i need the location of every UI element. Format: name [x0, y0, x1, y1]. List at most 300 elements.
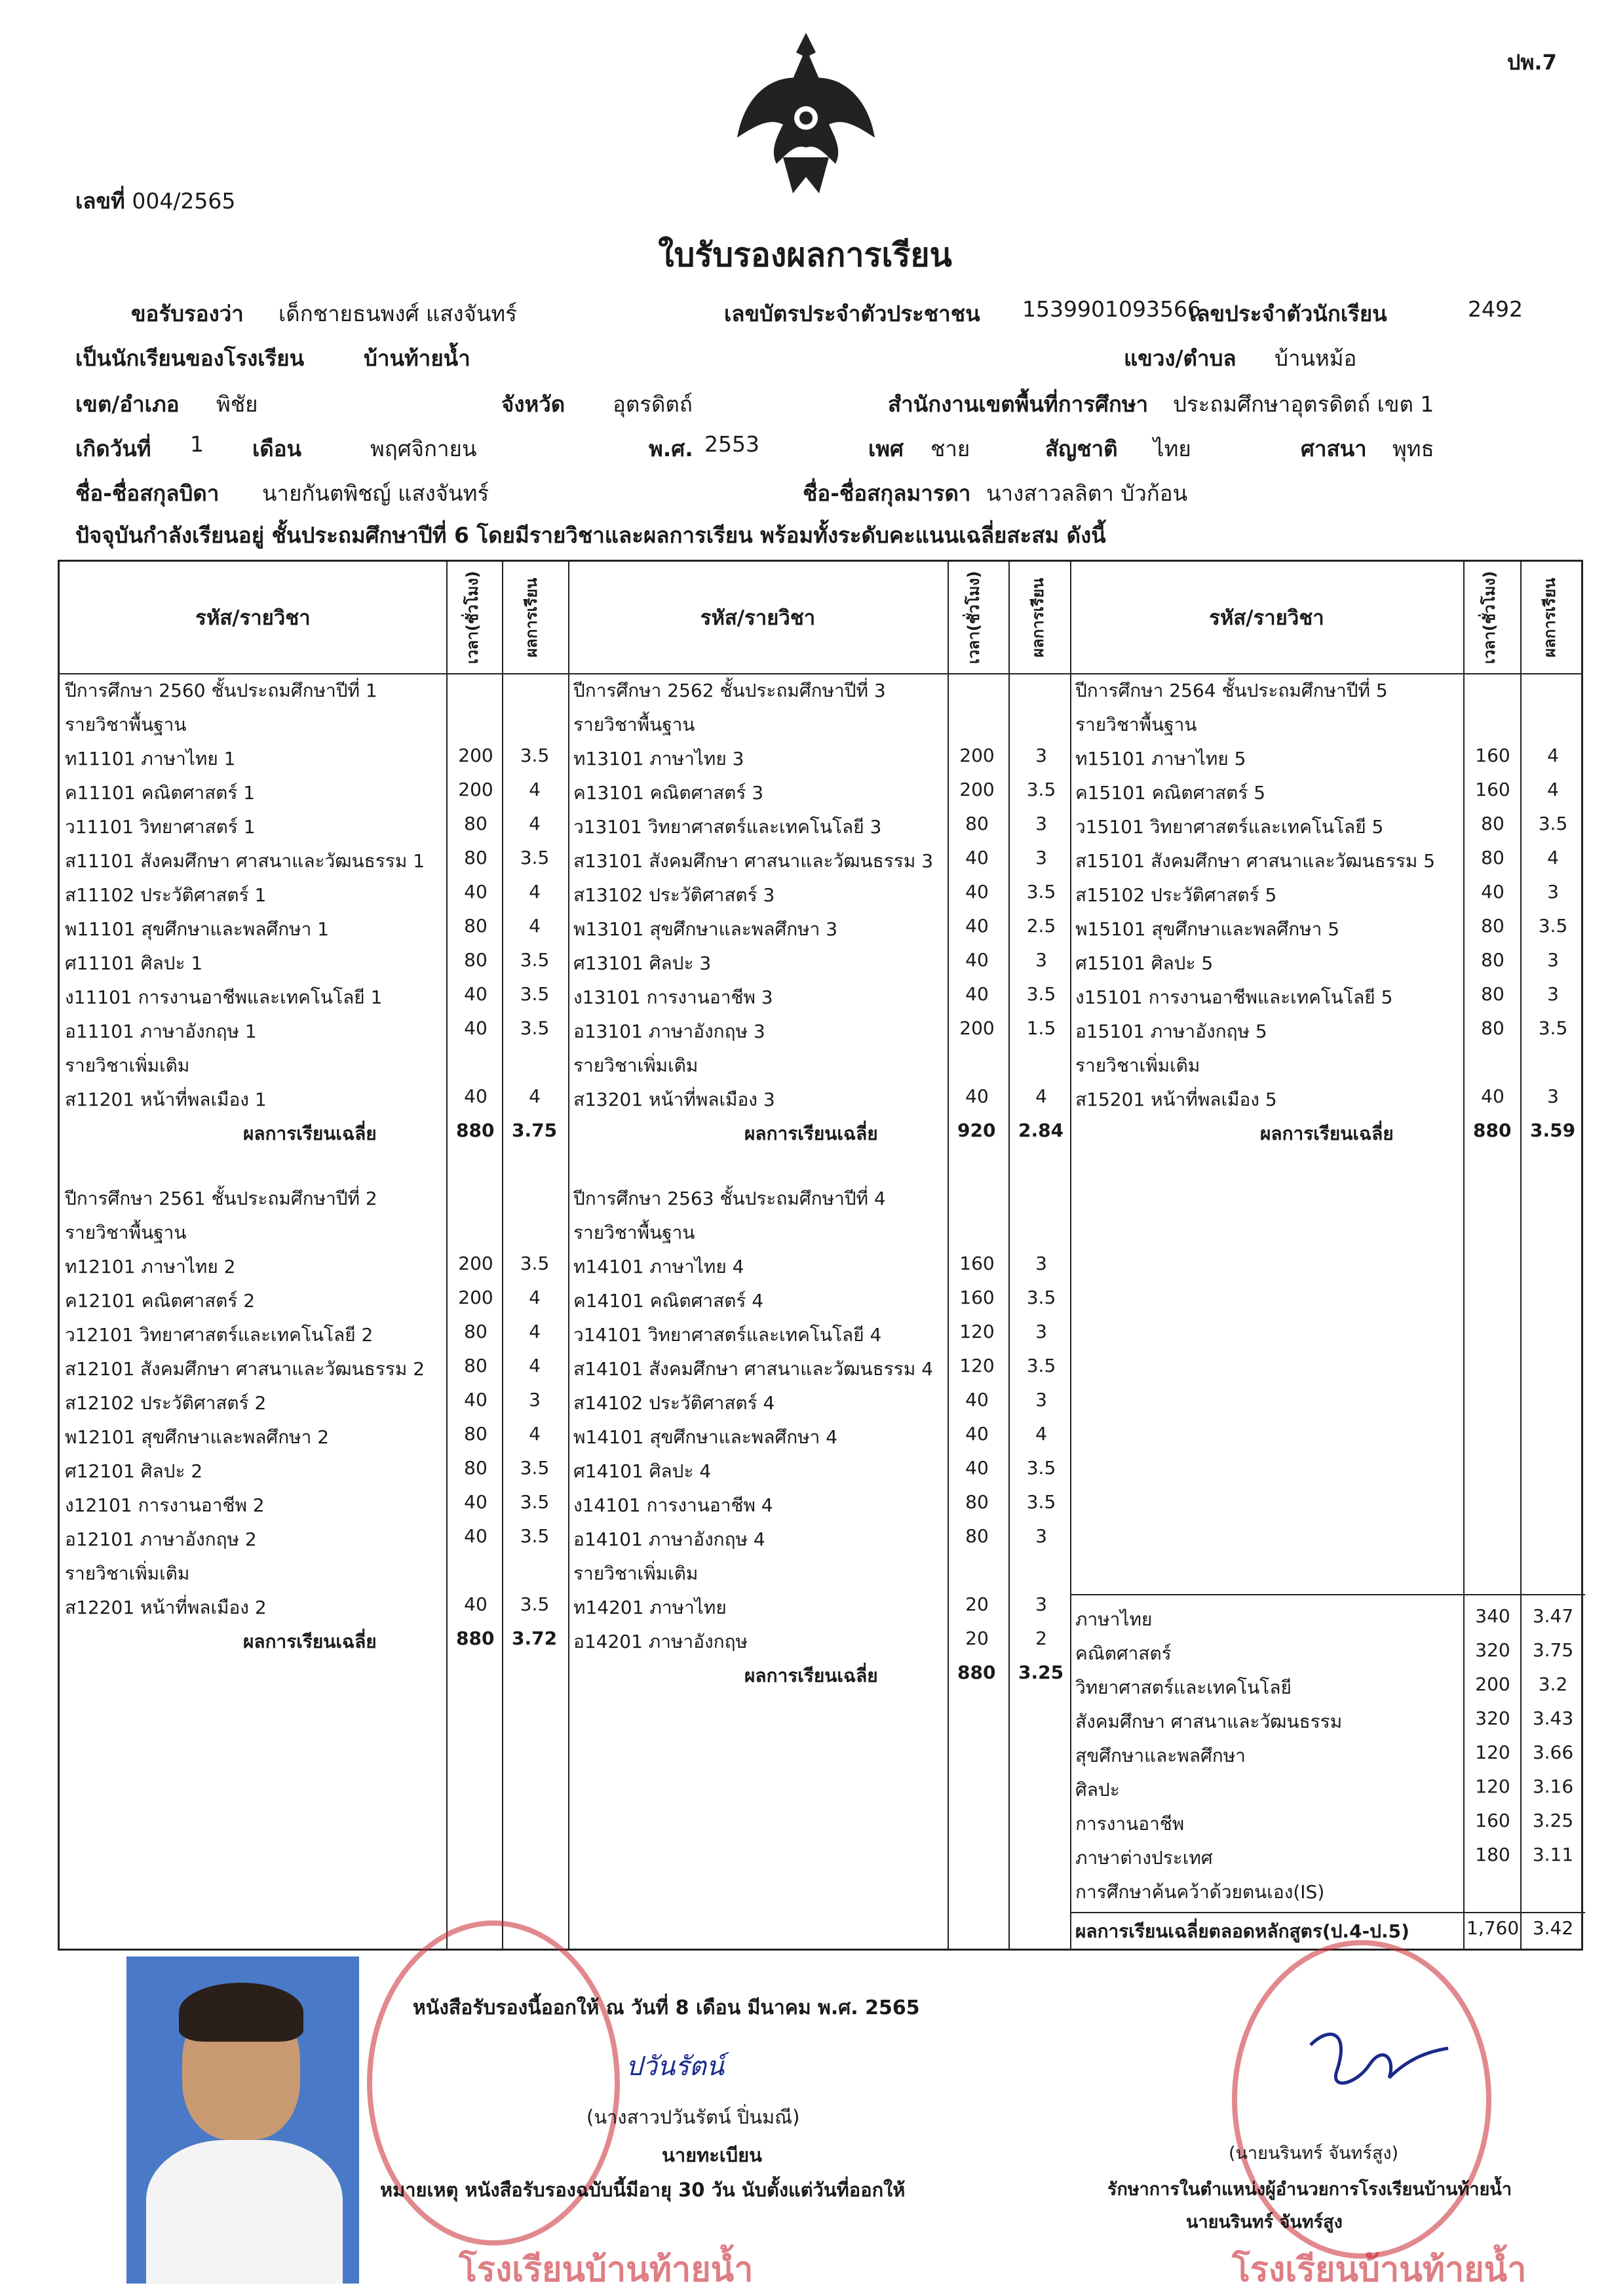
subject-hours: 80 — [1481, 983, 1505, 1005]
director-name-print: นายนรินทร์ จันทร์สูง — [1186, 2212, 1343, 2232]
summary-grade: 3.2 — [1538, 1673, 1568, 1695]
subject-name: ส15201 หน้าที่พลเมือง 5 — [1075, 1089, 1277, 1110]
subject-name: ท13101 ภาษาไทย 3 — [573, 748, 744, 769]
current-status: ปัจจุบันกำลังเรียนอยู่ ชั้นประถมศึกษาปีที่ 6 โดยมีรายวิชาและผลการเรียน พร้อมทั้งระดับคะแนนเฉลี่ยสะสม ดังนี้ — [75, 522, 1106, 548]
section-label — [60, 1559, 568, 1593]
subject-grade: 4 — [1035, 1085, 1047, 1107]
subject-name: ส11102 ประวัติศาสตร์ 1 — [65, 884, 267, 906]
subject-name: อ13101 ภาษาอังกฤษ 3 — [573, 1021, 765, 1042]
subject-grade: 3.5 — [520, 1457, 550, 1479]
subject-hours: 200 — [959, 745, 995, 766]
table-row — [60, 779, 568, 813]
director-name: (นายนรินทร์ จันทร์สูง) — [1229, 2143, 1399, 2164]
subject-name: รายวิชาพื้นฐาน — [573, 1222, 695, 1243]
table-row — [60, 1253, 568, 1287]
subject-hours: 120 — [959, 1321, 995, 1342]
subject-name: พ15101 สุขศึกษาและพลศึกษา 5 — [1075, 918, 1340, 940]
subject-hours: 40 — [1481, 881, 1505, 903]
subject-hours: 40 — [464, 1525, 488, 1547]
subject-name: ปีการศึกษา 2564 ชั้นประถมศึกษาปีที่ 5 — [1075, 680, 1388, 701]
table-row — [60, 1017, 568, 1051]
info-line-4: เกิดวันที่ 1 เดือน พฤศจิกายน พ.ศ. 2553 เพศ ชาย สัญชาติ ไทย ศาสนา พุทธ — [75, 431, 1434, 461]
subject-hours: 200 — [458, 779, 493, 800]
info-line-3: เขต/อำเภอ พิชัย จังหวัด อุตรดิตถ์ สำนักงานเขตพื้นที่การศึกษา ประถมศึกษาอุตรดิตถ์ เขต 1 — [75, 391, 1434, 417]
summary-hours: 340 — [1475, 1605, 1510, 1627]
garuda-emblem — [731, 26, 881, 203]
subject-grade: 3.5 — [1538, 1017, 1568, 1039]
subject-hours: 40 — [464, 1017, 488, 1039]
subject-name: ส12102 ประวัติศาสตร์ 2 — [65, 1392, 267, 1414]
subject-grade: 4 — [529, 881, 541, 903]
subject-name: ค11101 คณิตศาสตร์ 1 — [65, 782, 256, 804]
subject-grade: 3 — [1035, 1389, 1047, 1411]
registrar-name: (นางสาวปวันรัตน์ ปิ่นมณี) — [586, 2106, 800, 2128]
subject-name: ค13101 คณิตศาสตร์ 3 — [573, 782, 764, 804]
issue-date: หนังสือรับรองนี้ออกให้ ณ วันที่ 8 เดือน มีนาคม พ.ศ. 2565 — [413, 1996, 920, 2019]
year-title — [60, 676, 568, 710]
subject-grade: 4 — [529, 1287, 541, 1308]
subject-name: ศ12101 ศิลปะ 2 — [65, 1460, 203, 1482]
subject-name: รายวิชาเพิ่มเติม — [573, 1055, 699, 1076]
table-row — [60, 1593, 568, 1627]
subject-grade: 3 — [529, 1389, 541, 1411]
table-row — [60, 915, 568, 949]
registrar-signature: ปวันรัตน์ — [626, 2052, 724, 2082]
subject-grade: 3.5 — [1026, 1491, 1056, 1513]
average-label: ผลการเรียนเฉลี่ย — [243, 1631, 377, 1652]
overall-label: ผลการเรียนเฉลี่ยตลอดหลักสูตร(ป.4-ป.5) — [1075, 1920, 1409, 1942]
summary-hours: 120 — [1475, 1776, 1510, 1797]
subject-grade: 4 — [529, 1321, 541, 1342]
section-label — [568, 710, 1070, 745]
summary-subject: คณิตศาสตร์ — [1075, 1643, 1172, 1664]
table-row — [60, 1389, 568, 1423]
subject-grade: 3.5 — [520, 949, 550, 971]
subject-grade: 3.5 — [520, 847, 550, 868]
subject-grade: 3.5 — [1026, 1457, 1056, 1479]
director-signature — [1304, 2019, 1455, 2111]
subject-name: ปีการศึกษา 2563 ชั้นประถมศึกษาปีที่ 4 — [573, 1188, 886, 1209]
subject-grade: 3.5 — [520, 1491, 550, 1513]
subject-name: อ14101 ภาษาอังกฤษ 4 — [573, 1528, 765, 1550]
column-header-subject: รหัส/รายวิชา — [195, 606, 311, 630]
subject-name: รายวิชาพื้นฐาน — [1075, 714, 1197, 735]
table-row — [60, 1321, 568, 1355]
summary-subject: สุขศึกษาและพลศึกษา — [1075, 1745, 1246, 1766]
subject-grade: 3.5 — [1026, 779, 1056, 800]
subject-hours: 80 — [464, 1321, 488, 1342]
student-photo — [126, 1956, 359, 2284]
subject-name: ส11101 สังคมศึกษา ศาสนาและวัฒนธรรม 1 — [65, 850, 425, 872]
column-header-hours: เวลา(ชั่วโมง) — [965, 571, 983, 664]
summary-subject: ภาษาไทย — [1075, 1608, 1153, 1630]
subject-hours: 80 — [464, 1423, 488, 1445]
subject-grade: 3 — [1035, 949, 1047, 971]
subject-grade: 3.5 — [520, 1593, 550, 1615]
table-row — [568, 1085, 1070, 1119]
section-label — [568, 1051, 1070, 1085]
table-row — [568, 1253, 1070, 1287]
subject-grade: 4 — [1035, 1423, 1047, 1445]
average-label: ผลการเรียนเฉลี่ย — [744, 1123, 878, 1144]
subject-hours: 40 — [965, 1085, 989, 1107]
subject-hours: 160 — [959, 1287, 995, 1308]
subject-hours: 40 — [965, 1423, 989, 1445]
section-label — [60, 1218, 568, 1253]
average-hours: 880 — [957, 1662, 996, 1683]
table-row — [60, 1287, 568, 1321]
summary-hours: 160 — [1475, 1810, 1510, 1831]
summary-hours: 320 — [1475, 1707, 1510, 1729]
subject-grade: 2.5 — [1026, 915, 1056, 937]
subject-grade: 4 — [529, 1085, 541, 1107]
subject-grade: 3.5 — [520, 1253, 550, 1274]
subject-grade: 3.5 — [1026, 1287, 1056, 1308]
seal-text-right: โรงเรียนบ้านท้ายน้ำ — [1232, 2250, 1527, 2289]
section-label — [60, 1051, 568, 1085]
subject-name: รายวิชาเพิ่มเติม — [65, 1563, 190, 1584]
column-header-hours: เวลา(ชั่วโมง) — [1480, 571, 1499, 664]
table-row — [568, 1017, 1070, 1051]
overall-hours: 1,760 — [1466, 1917, 1520, 1939]
subject-name: พ12101 สุขศึกษาและพลศึกษา 2 — [65, 1426, 330, 1448]
summary-grade: 3.25 — [1532, 1810, 1574, 1831]
subject-hours: 40 — [464, 1491, 488, 1513]
column-header-grade: ผลการเรียน — [1029, 577, 1047, 657]
year-title — [568, 1184, 1070, 1218]
subject-name: ศ13101 ศิลปะ 3 — [573, 952, 712, 974]
subject-name: พ13101 สุขศึกษาและพลศึกษา 3 — [573, 918, 838, 940]
subject-name: รายวิชาเพิ่มเติม — [573, 1563, 699, 1584]
summary-row — [1070, 1776, 1585, 1810]
subject-hours: 20 — [965, 1627, 989, 1649]
subject-hours: 80 — [965, 1491, 989, 1513]
average-hours: 880 — [456, 1119, 495, 1141]
subject-grade: 3.5 — [1026, 983, 1056, 1005]
table-row — [568, 915, 1070, 949]
subject-grade: 3 — [1035, 813, 1047, 834]
average-grade: 2.84 — [1018, 1119, 1064, 1141]
subject-name: ส11201 หน้าที่พลเมือง 1 — [65, 1089, 267, 1110]
subject-name: ศ15101 ศิลปะ 5 — [1075, 952, 1214, 974]
summary-subject: สังคมศึกษา ศาสนาและวัฒนธรรม — [1075, 1711, 1343, 1732]
info-line-1: ขอรับรองว่า เด็กชายธนพงศ์ แสงจันทร์ เลขบัตรประจำตัวประชาชน 1539901093566 เลขประจำตัวนักเรียน 2492 — [131, 296, 1523, 326]
subject-name: ว12101 วิทยาศาสตร์และเทคโนโลยี 2 — [65, 1324, 374, 1346]
subject-grade: 4 — [1547, 847, 1559, 868]
average-hours: 920 — [957, 1119, 996, 1141]
section-label — [568, 1559, 1070, 1593]
subject-hours: 80 — [1481, 949, 1505, 971]
director-title: รักษาการในตำแหน่งผู้อำนวยการโรงเรียนบ้านท้ายน้ำ — [1107, 2179, 1512, 2200]
table-row — [568, 1627, 1070, 1662]
subject-hours: 80 — [464, 949, 488, 971]
subject-hours: 160 — [1475, 745, 1510, 766]
summary-hours: 120 — [1475, 1741, 1510, 1763]
subject-grade: 3.5 — [1538, 813, 1568, 834]
table-row — [60, 745, 568, 779]
subject-hours: 80 — [1481, 915, 1505, 937]
validity-note: หมายเหตุ หนังสือรับรองฉบับนี้มีอายุ 30 วัน นับตั้งแต่วันที่ออกให้ — [380, 2179, 906, 2201]
average-hours: 880 — [456, 1627, 495, 1649]
subject-name: ส13201 หน้าที่พลเมือง 3 — [573, 1089, 775, 1110]
subject-name: ง14101 การงานอาชีพ 4 — [573, 1494, 773, 1516]
subject-name: ง15101 การงานอาชีพและเทคโนโลยี 5 — [1075, 986, 1393, 1008]
subject-hours: 40 — [464, 1593, 488, 1615]
table-row — [568, 1355, 1070, 1389]
subject-hours: 40 — [965, 1389, 989, 1411]
table-row — [568, 1389, 1070, 1423]
summary-grade: 3.11 — [1532, 1844, 1574, 1865]
table-row — [568, 983, 1070, 1017]
table-row — [568, 1593, 1070, 1627]
subject-hours: 160 — [1475, 779, 1510, 800]
summary-subject: การงานอาชีพ — [1075, 1813, 1185, 1835]
subject-name: พ11101 สุขศึกษาและพลศึกษา 1 — [65, 918, 330, 940]
subject-hours: 200 — [458, 1287, 493, 1308]
section-label — [60, 710, 568, 745]
subject-hours: 80 — [1481, 813, 1505, 834]
summary-row — [1070, 1605, 1585, 1639]
subject-hours: 40 — [464, 983, 488, 1005]
subject-name: ค15101 คณิตศาสตร์ 5 — [1075, 782, 1266, 804]
subject-hours: 80 — [464, 915, 488, 937]
summary-row — [1070, 1810, 1585, 1844]
summary-hours: 200 — [1475, 1673, 1510, 1695]
subject-grade: 3.5 — [520, 983, 550, 1005]
average-grade: 3.72 — [512, 1627, 558, 1649]
subject-hours: 200 — [959, 779, 995, 800]
subject-hours: 40 — [965, 881, 989, 903]
subject-name: ง11101 การงานอาชีพและเทคโนโลยี 1 — [65, 986, 383, 1008]
subject-name: ค14101 คณิตศาสตร์ 4 — [573, 1290, 764, 1312]
table-row — [60, 1355, 568, 1389]
subject-hours: 40 — [1481, 1085, 1505, 1107]
subject-hours: 80 — [1481, 847, 1505, 868]
table-row — [568, 745, 1070, 779]
subject-name: ง13101 การงานอาชีพ 3 — [573, 986, 773, 1008]
registrar-title: นายทะเบียน — [662, 2144, 762, 2166]
transcript-table — [58, 560, 1583, 1951]
subject-hours: 40 — [965, 983, 989, 1005]
table-row — [568, 1321, 1070, 1355]
subject-grade: 4 — [529, 1355, 541, 1376]
info-line-5: ชื่อ-ชื่อสกุลบิดา นายกันตพิชญ์ แสงจันทร์ ชื่อ-ชื่อสกุลมารดา นางสาวลลิตา บัวก้อน — [75, 480, 1188, 506]
summary-row — [1070, 1707, 1585, 1741]
overall-gpa: 3.42 — [1532, 1917, 1574, 1939]
subject-grade: 3 — [1035, 1593, 1047, 1615]
column-header-grade: ผลการเรียน — [522, 577, 541, 657]
table-row — [568, 813, 1070, 847]
subject-grade: 4 — [529, 915, 541, 937]
table-row — [568, 1457, 1070, 1491]
subject-name: ท15101 ภาษาไทย 5 — [1075, 748, 1246, 769]
subject-hours: 80 — [464, 847, 488, 868]
subject-grade: 4 — [1547, 779, 1559, 800]
summary-hours: 320 — [1475, 1639, 1510, 1661]
subject-hours: 200 — [959, 1017, 995, 1039]
table-row — [60, 1085, 568, 1119]
seal-text-left: โรงเรียนบ้านท้ายน้ำ — [459, 2250, 754, 2289]
table-row — [568, 949, 1070, 983]
summary-hours: 180 — [1475, 1844, 1510, 1865]
column-header-subject: รหัส/รายวิชา — [1209, 606, 1324, 630]
subject-name: ศ14101 ศิลปะ 4 — [573, 1460, 712, 1482]
subject-hours: 20 — [965, 1593, 989, 1615]
average-hours: 880 — [1473, 1119, 1512, 1141]
subject-hours: 80 — [464, 1457, 488, 1479]
info-line-2: เป็นนักเรียนของโรงเรียน บ้านท้ายน้ำ แขวง/ตำบล บ้านหม้อ — [75, 345, 1357, 371]
subject-hours: 40 — [965, 915, 989, 937]
average-grade: 3.75 — [512, 1119, 558, 1141]
column-header-hours: เวลา(ชั่วโมง) — [463, 571, 482, 664]
table-row — [60, 1525, 568, 1559]
table-row — [568, 1287, 1070, 1321]
table-row — [60, 1457, 568, 1491]
subject-name: รายวิชาพื้นฐาน — [65, 1222, 187, 1243]
average-grade: 3.59 — [1530, 1119, 1576, 1141]
subject-grade: 3 — [1547, 983, 1559, 1005]
subject-name: ท14201 ภาษาไทย — [573, 1597, 727, 1618]
table-row — [60, 847, 568, 881]
subject-grade: 4 — [529, 779, 541, 800]
table-row — [568, 847, 1070, 881]
subject-grade: 3 — [1547, 1085, 1559, 1107]
summary-grade: 3.16 — [1532, 1776, 1574, 1797]
subject-name: รายวิชาเพิ่มเติม — [1075, 1055, 1200, 1076]
subject-name: ปีการศึกษา 2561 ชั้นประถมศึกษาปีที่ 2 — [65, 1188, 377, 1209]
subject-grade: 3 — [1547, 881, 1559, 903]
subject-name: ว14101 วิทยาศาสตร์และเทคโนโลยี 4 — [573, 1324, 882, 1346]
subject-name: อ15101 ภาษาอังกฤษ 5 — [1075, 1021, 1267, 1042]
subject-name: ส14102 ประวัติศาสตร์ 4 — [573, 1392, 775, 1414]
year-title — [568, 676, 1070, 710]
subject-hours: 80 — [1481, 1017, 1505, 1039]
subject-grade: 3.5 — [520, 1017, 550, 1039]
summary-subject: การศึกษาค้นคว้าด้วยตนเอง(IS) — [1075, 1881, 1325, 1903]
subject-name: ท11101 ภาษาไทย 1 — [65, 748, 236, 769]
year-title — [60, 1184, 568, 1218]
subject-name: อ11101 ภาษาอังกฤษ 1 — [65, 1021, 257, 1042]
subject-hours: 120 — [959, 1355, 995, 1376]
subject-hours: 80 — [464, 1355, 488, 1376]
table-row — [568, 779, 1070, 813]
doc-number: เลขที่ 004/2565 — [75, 188, 236, 214]
subject-grade: 3.5 — [1538, 915, 1568, 937]
summary-subject: ศิลปะ — [1075, 1779, 1120, 1800]
subject-name: ส14101 สังคมศึกษา ศาสนาและวัฒนธรรม 4 — [573, 1358, 934, 1380]
subject-name: ว15101 วิทยาศาสตร์และเทคโนโลยี 5 — [1075, 816, 1384, 838]
subject-grade: 3 — [1035, 1253, 1047, 1274]
section-label — [568, 1218, 1070, 1253]
subject-hours: 40 — [464, 881, 488, 903]
subject-name: รายวิชาพื้นฐาน — [65, 714, 187, 735]
subject-grade: 4 — [529, 813, 541, 834]
summary-row — [1070, 1878, 1585, 1912]
subject-hours: 40 — [965, 1457, 989, 1479]
subject-name: ง12101 การงานอาชีพ 2 — [65, 1494, 265, 1516]
summary-subject: วิทยาศาสตร์และเทคโนโลยี — [1075, 1677, 1292, 1698]
table-row — [60, 983, 568, 1017]
subject-name: ว13101 วิทยาศาสตร์และเทคโนโลยี 3 — [573, 816, 882, 838]
table-row — [60, 1423, 568, 1457]
subject-name: อ14201 ภาษาอังกฤษ — [573, 1631, 748, 1652]
subject-grade: 2 — [1035, 1627, 1047, 1649]
subject-hours: 40 — [464, 1085, 488, 1107]
summary-grade: 3.66 — [1532, 1741, 1574, 1763]
subject-name: ส12201 หน้าที่พลเมือง 2 — [65, 1597, 267, 1618]
average-label: ผลการเรียนเฉลี่ย — [243, 1123, 377, 1144]
subject-hours: 40 — [464, 1389, 488, 1411]
subject-hours: 160 — [959, 1253, 995, 1274]
summary-row — [1070, 1741, 1585, 1776]
summary-row — [1070, 1639, 1585, 1673]
subject-name: ว11101 วิทยาศาสตร์ 1 — [65, 816, 256, 838]
summary-row — [1070, 1673, 1585, 1707]
subject-name: ท12101 ภาษาไทย 2 — [65, 1256, 236, 1277]
average-label: ผลการเรียนเฉลี่ย — [1260, 1123, 1394, 1144]
subject-hours: 200 — [458, 745, 493, 766]
subject-hours: 80 — [965, 813, 989, 834]
subject-grade: 3 — [1035, 745, 1047, 766]
average-grade: 3.25 — [1018, 1662, 1064, 1683]
subject-grade: 3 — [1035, 1525, 1047, 1547]
subject-hours: 40 — [965, 949, 989, 971]
table-row — [60, 1491, 568, 1525]
subject-name: ค12101 คณิตศาสตร์ 2 — [65, 1290, 256, 1312]
summary-row — [1070, 1844, 1585, 1878]
subject-grade: 3 — [1547, 949, 1559, 971]
subject-hours: 40 — [965, 847, 989, 868]
page-title: ใบรับรองผลการเรียน — [658, 236, 952, 274]
table-row — [568, 1423, 1070, 1457]
subject-name: ส13101 สังคมศึกษา ศาสนาและวัฒนธรรม 3 — [573, 850, 934, 872]
table-row — [568, 1525, 1070, 1559]
subject-grade: 3 — [1035, 847, 1047, 868]
subject-name: อ12101 ภาษาอังกฤษ 2 — [65, 1528, 257, 1550]
column-header-subject: รหัส/รายวิชา — [700, 606, 816, 630]
average-label: ผลการเรียนเฉลี่ย — [744, 1665, 878, 1686]
subject-hours: 80 — [464, 813, 488, 834]
subject-name: ส15101 สังคมศึกษา ศาสนาและวัฒนธรรม 5 — [1075, 850, 1436, 872]
table-row — [60, 881, 568, 915]
subject-name: รายวิชาเพิ่มเติม — [65, 1055, 190, 1076]
subject-name: ส13102 ประวัติศาสตร์ 3 — [573, 884, 775, 906]
subject-grade: 4 — [1547, 745, 1559, 766]
subject-hours: 80 — [965, 1525, 989, 1547]
table-row — [60, 813, 568, 847]
summary-grade: 3.47 — [1532, 1605, 1574, 1627]
subject-grade: 3 — [1035, 1321, 1047, 1342]
subject-name: ท14101 ภาษาไทย 4 — [573, 1256, 744, 1277]
subject-grade: 4 — [529, 1423, 541, 1445]
table-row — [568, 1491, 1070, 1525]
summary-subject: ภาษาต่างประเทศ — [1075, 1847, 1213, 1869]
subject-grade: 3.5 — [1026, 881, 1056, 903]
subject-name: ปีการศึกษา 2560 ชั้นประถมศึกษาปีที่ 1 — [65, 680, 377, 701]
form-code: ปพ.7 — [1507, 50, 1557, 75]
table-row — [568, 881, 1070, 915]
subject-name: พ14101 สุขศึกษาและพลศึกษา 4 — [573, 1426, 838, 1448]
subject-name: ส15102 ประวัติศาสตร์ 5 — [1075, 884, 1277, 906]
subject-grade: 3.5 — [520, 1525, 550, 1547]
subject-hours: 200 — [458, 1253, 493, 1274]
subject-grade: 3.5 — [520, 745, 550, 766]
column-header-grade: ผลการเรียน — [1541, 577, 1559, 657]
subject-grade: 1.5 — [1026, 1017, 1056, 1039]
subject-grade: 3.5 — [1026, 1355, 1056, 1376]
subject-name: ศ11101 ศิลปะ 1 — [65, 952, 203, 974]
subject-name: ปีการศึกษา 2562 ชั้นประถมศึกษาปีที่ 3 — [573, 680, 886, 701]
